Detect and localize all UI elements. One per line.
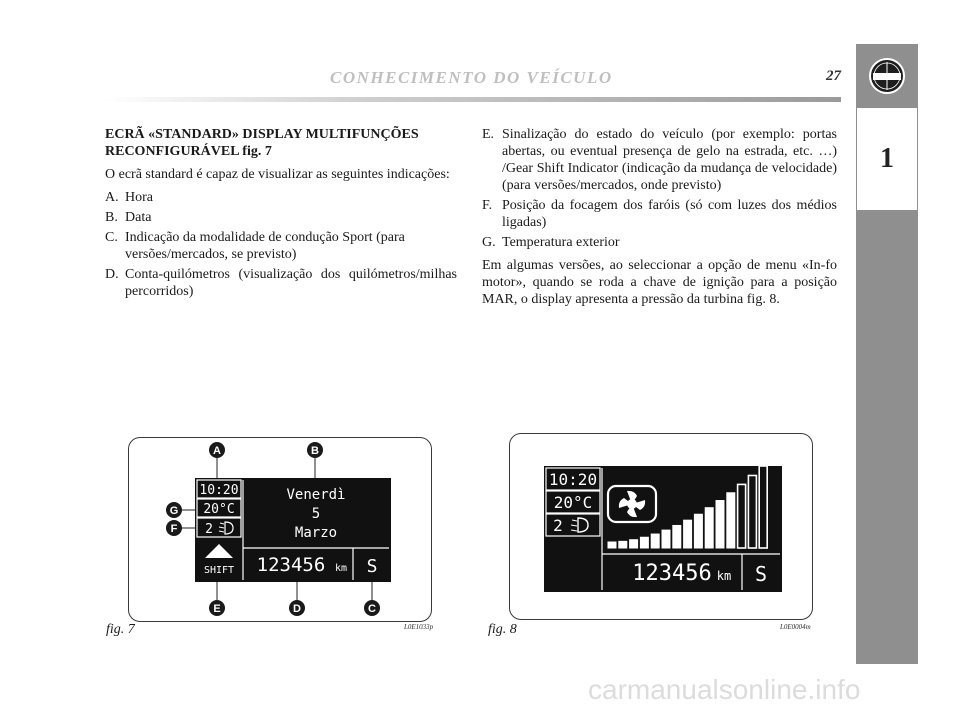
section-title: CONHECIMENTO DO VEÍCULO xyxy=(330,68,613,87)
callout-d xyxy=(289,600,305,616)
lcd-day: Venerdì xyxy=(286,487,346,503)
figure-7-caption: fig. 7 xyxy=(106,622,135,637)
svg-text:F: F xyxy=(170,523,178,535)
list-item xyxy=(482,234,837,251)
callout-a xyxy=(209,442,225,458)
figure-7-code: L0E1033p xyxy=(404,623,434,631)
svg-text:D: D xyxy=(293,603,301,615)
chapter-number: 1 xyxy=(856,108,918,210)
lcd-drive-mode: S xyxy=(366,556,378,577)
item-text: Data xyxy=(125,210,152,225)
turbo-bar xyxy=(684,520,692,548)
turbo-bar xyxy=(716,501,724,548)
item-text: Conta-quilómetros (visualização dos quilómetros/milhas percorridos) xyxy=(125,267,457,299)
watermark: carmanualsonline.info xyxy=(588,674,861,705)
page-number: 27 xyxy=(826,68,841,84)
callout-e xyxy=(209,600,225,616)
svg-text:A: A xyxy=(213,445,221,457)
brand-logo xyxy=(856,44,918,108)
turbo-bar xyxy=(727,493,735,548)
figure-8-display xyxy=(510,434,812,619)
lcd-odometer: 123456 xyxy=(632,561,712,586)
lcd-headlight-level: 2 xyxy=(553,516,563,535)
item-text: Temperatura exterior xyxy=(502,235,620,250)
list-item xyxy=(482,197,837,231)
lcd-temperature: 20°C xyxy=(203,502,235,517)
item-label: D. xyxy=(105,267,119,282)
lcd-time: 10:20 xyxy=(199,483,239,498)
callout-c xyxy=(364,600,380,616)
lcd-date: 5 xyxy=(311,506,321,522)
turbo-bar xyxy=(619,541,627,548)
lcd-odometer-unit: km xyxy=(716,569,732,583)
list-item xyxy=(105,266,457,300)
header-rule xyxy=(105,97,841,102)
running-header xyxy=(105,66,841,102)
turbo-paragraph: Em algumas versões, ao seleccionar a opção de menu «In-fo motor», quando se roda a chave de ignição para a posição MAR, o display apresenta a pressão da turbina fig. 8. xyxy=(482,258,837,307)
figure-8-frame xyxy=(509,433,813,620)
lancia-logo-icon xyxy=(867,56,907,96)
list-item xyxy=(105,189,457,206)
lcd-drive-mode: S xyxy=(754,562,768,586)
item-label: F. xyxy=(482,198,493,213)
list-item xyxy=(105,229,457,263)
turbo-bar xyxy=(640,537,648,548)
item-text: Sinalização do estado do veículo (por exemplo: portas abertas, ou eventual presença de gelo na estrada, etc. …) /Gear Shift Indicator (indicação da mudança de velocidade) (para versões/mercados, onde previsto) xyxy=(502,127,837,193)
item-label: E. xyxy=(482,127,495,142)
lcd-time: 10:20 xyxy=(548,470,598,489)
section-heading xyxy=(105,126,457,160)
svg-text:G: G xyxy=(169,505,179,517)
figure-7-display xyxy=(129,438,431,621)
item-text: Posição da focagem dos faróis (só com luzes dos médios ligadas) xyxy=(502,198,837,230)
turbo-bar xyxy=(651,534,659,548)
item-text: Hora xyxy=(125,190,153,205)
callout-f xyxy=(166,520,182,536)
figure-7-frame xyxy=(128,437,432,622)
svg-text:E: E xyxy=(213,603,221,615)
turbo-bar xyxy=(694,514,702,548)
lcd-month: Marzo xyxy=(294,525,338,541)
svg-text:B: B xyxy=(311,445,319,457)
lcd-odometer-unit: km xyxy=(334,563,348,574)
item-label: B. xyxy=(105,210,118,225)
item-label: C. xyxy=(105,230,118,245)
item-text: Indicação da modalidade de condução Sport (para versões/mercados, se previsto) xyxy=(125,230,405,262)
item-label: G. xyxy=(482,235,496,250)
lcd-temperature: 20°C xyxy=(553,493,593,512)
lcd-odometer: 123456 xyxy=(256,554,326,576)
turbo-bar xyxy=(673,525,681,548)
heading-line-1: ECRÃ «STANDARD» DISPLAY MULTIFUNÇÕES xyxy=(105,127,419,142)
heading-line-2: RECONFIGURÁVEL fig. 7 xyxy=(105,144,272,159)
svg-text:C: C xyxy=(368,603,376,615)
figure-8-code: L0E0004m xyxy=(780,623,811,631)
callout-g xyxy=(166,502,182,518)
lcd-headlight-level: 2 xyxy=(205,522,213,537)
turbo-bar xyxy=(630,540,638,548)
left-column xyxy=(105,126,457,303)
turbo-bar xyxy=(705,508,713,548)
turbo-bar xyxy=(608,542,616,548)
list-item xyxy=(482,126,837,194)
callout-b xyxy=(307,442,323,458)
lcd-shift-label: SHIFT xyxy=(203,565,235,576)
intro-paragraph: O ecrã standard é capaz de visualizar as seguintes indicações: xyxy=(105,167,450,182)
chapter-tab-bar xyxy=(856,44,918,664)
item-label: A. xyxy=(105,190,119,205)
right-column xyxy=(482,126,837,314)
list-item xyxy=(105,209,457,226)
turbo-bar xyxy=(662,530,670,548)
figure-8-caption: fig. 8 xyxy=(488,622,517,637)
